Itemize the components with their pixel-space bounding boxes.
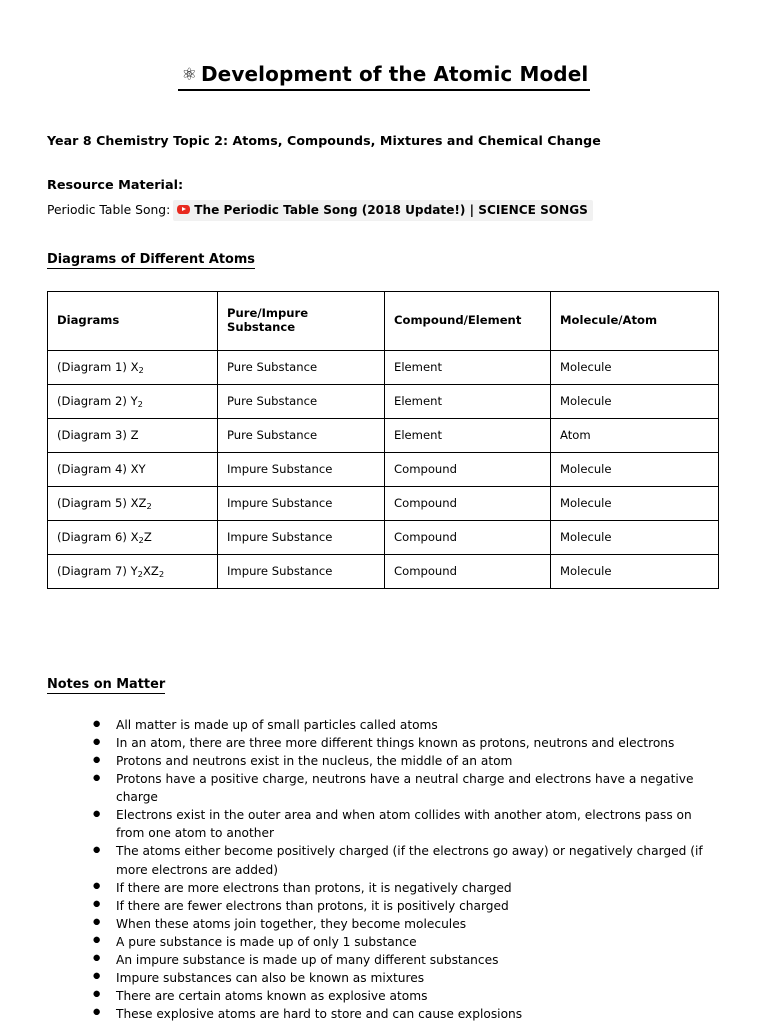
cell-particle: Molecule [551, 521, 719, 555]
list-item: ● If there are more electrons than protons, it is negatively charged [93, 879, 720, 897]
list-item: ● Electrons exist in the outer area and when atom collides with another atom, electrons pass on from one atom to another [93, 806, 720, 842]
youtube-link-chip[interactable] [173, 200, 593, 221]
column-header-purity: Pure/Impure Substance [218, 292, 385, 351]
cell-diagram: (Diagram 1) $X_2$ [48, 351, 218, 385]
cell-classification: Compound [385, 487, 551, 521]
diagrams-heading-container [47, 248, 720, 269]
table-row [48, 419, 719, 453]
table-row [48, 521, 719, 555]
cell-purity: Pure Substance [218, 419, 385, 453]
cell-diagram: (Diagram 2) $Y_2$ [48, 385, 218, 419]
list-item: ● An impure substance is made up of many different substances [93, 951, 720, 969]
cell-particle: Molecule [551, 487, 719, 521]
cell-purity: Impure Substance [218, 555, 385, 589]
notes-section-heading: Notes on Matter [47, 677, 166, 693]
table-row [48, 555, 719, 589]
column-header-compound-element: Compound/Element [385, 292, 551, 351]
notes-bullet-list [47, 716, 720, 1023]
list-item: ● The atoms either become positively charged (if the electrons go away) or negatively charged (if more electrons are added) [93, 842, 720, 878]
document-content [0, 133, 768, 1023]
list-item: ● Impure substances can also be known as mixtures [93, 969, 720, 987]
cell-purity: Impure Substance [218, 487, 385, 521]
cell-purity: Pure Substance [218, 385, 385, 419]
resource-link-line [47, 200, 720, 221]
list-item: ● In an atom, there are three more different things known as protons, neutrons and electrons [93, 734, 720, 752]
list-item: ● All matter is made up of small particles called atoms [93, 716, 720, 734]
list-item: ● A pure substance is made up of only 1 substance [93, 933, 720, 951]
notes-heading-container [47, 650, 720, 694]
cell-diagram: (Diagram 4) XY [48, 453, 218, 487]
list-item: ● These explosive atoms are hard to store and can cause explosions [93, 1005, 720, 1023]
cell-particle: Molecule [551, 453, 719, 487]
page-title [178, 62, 591, 91]
resource-material-label: Resource Material: [47, 178, 184, 193]
cell-purity: Pure Substance [218, 351, 385, 385]
diagrams-section-heading: Diagrams of Different Atoms [47, 252, 255, 268]
table-row [48, 487, 719, 521]
column-header-molecule-atom: Molecule/Atom [551, 292, 719, 351]
cell-particle: Atom [551, 419, 719, 453]
cell-classification: Compound [385, 555, 551, 589]
list-item: ● When these atoms join together, they become molecules [93, 915, 720, 933]
list-item: ● If there are fewer electrons than protons, it is positively charged [93, 897, 720, 915]
cell-classification: Element [385, 419, 551, 453]
cell-diagram: (Diagram 5) $XZ_2$ [48, 487, 218, 521]
table-header-row [48, 292, 719, 351]
cell-classification: Element [385, 385, 551, 419]
cell-purity: Impure Substance [218, 453, 385, 487]
list-item: ● Protons and neutrons exist in the nucleus, the middle of an atom [93, 752, 720, 770]
cell-particle: Molecule [551, 351, 719, 385]
list-item: ● Protons have a positive charge, neutrons have a neutral charge and electrons have a negative charge [93, 770, 720, 806]
table-header [48, 292, 719, 351]
column-header-diagrams: Diagrams [48, 292, 218, 351]
atom-icon: ⚛ [181, 65, 197, 85]
diagrams-table [47, 291, 719, 589]
document-title-container [0, 0, 768, 91]
cell-diagram: (Diagram 7) $Y_2XZ_2$ [48, 555, 218, 589]
cell-particle: Molecule [551, 555, 719, 589]
cell-particle: Molecule [551, 385, 719, 419]
list-item: ● There are certain atoms known as explosive atoms [93, 987, 720, 1005]
page-title-text: Development of the Atomic Model [200, 62, 589, 86]
cell-classification: Compound [385, 521, 551, 555]
cell-diagram: (Diagram 6) $X_2Z$ [48, 521, 218, 555]
cell-classification: Element [385, 351, 551, 385]
youtube-link-text: The Periodic Table Song (2018 Update!) | SCIENCE SONGS [194, 203, 588, 217]
cell-diagram: (Diagram 3) Z [48, 419, 218, 453]
table-body [48, 351, 719, 589]
cell-classification: Compound [385, 453, 551, 487]
table-row [48, 351, 719, 385]
table-row [48, 453, 719, 487]
table-row [48, 385, 719, 419]
periodic-table-song-label: Periodic Table Song: [47, 203, 171, 217]
document-subtitle: Year 8 Chemistry Topic 2: Atoms, Compounds, Mixtures and Chemical Change [47, 133, 601, 148]
youtube-icon [177, 205, 190, 214]
cell-purity: Impure Substance [218, 521, 385, 555]
